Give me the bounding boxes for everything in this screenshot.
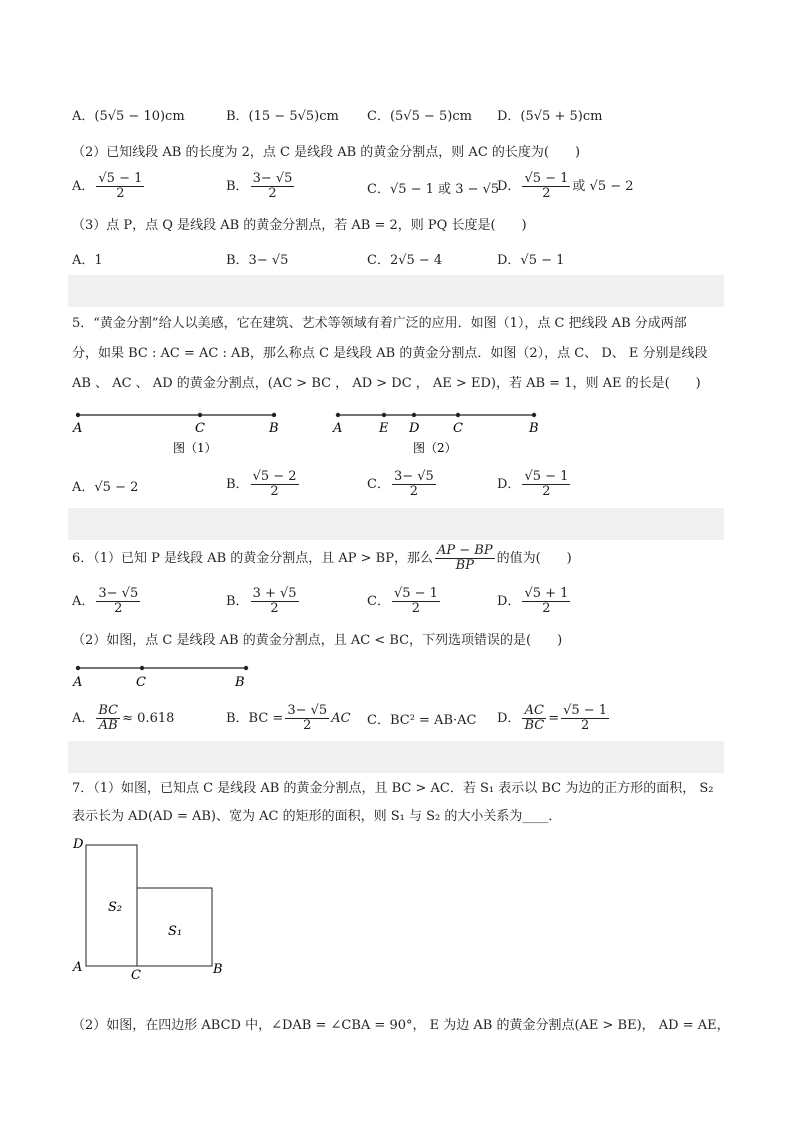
option-label: A． xyxy=(72,179,95,194)
numerator: √5 − 1 xyxy=(98,171,143,186)
numerator: 3− √5 xyxy=(98,586,139,601)
point-a xyxy=(76,666,80,670)
label-d: D xyxy=(409,421,420,436)
q5-stem-line-2: 分，如果 BC : AC = AC : AB，那么称点 C 是线段 AB 的黄金分割点．如图（2），点 C、 D、 E 分别是线段 xyxy=(72,346,708,361)
denominator: AB xyxy=(98,718,118,733)
option-tail: 或 √5 − 2 xyxy=(572,179,634,194)
answer-band xyxy=(68,275,724,307)
option-label: C． xyxy=(367,594,390,609)
q4-p2-option-b xyxy=(226,172,296,201)
fraction xyxy=(392,470,436,499)
label-a: A xyxy=(73,421,83,436)
q6-p2-option-a xyxy=(72,704,174,733)
q5-figures xyxy=(70,405,550,457)
fraction xyxy=(251,172,295,201)
stem-text: 6．（1）已知 P 是线段 AB 的黄金分割点，且 AP > BP，那么 xyxy=(72,551,433,566)
fraction xyxy=(96,704,120,733)
fraction xyxy=(392,587,440,616)
option-label: B． xyxy=(226,594,249,609)
label-b: B xyxy=(269,421,279,436)
fraction xyxy=(435,544,495,573)
option-tail: ≈ 0.618 xyxy=(122,711,175,726)
q4-p2-option-d xyxy=(497,172,634,201)
point-b xyxy=(272,413,276,417)
q4-p1-option-b: B．(15 − 5√5)cm xyxy=(226,109,339,124)
denominator: 2 xyxy=(114,601,123,616)
denominator: 2 xyxy=(270,601,279,616)
equals-sign: = xyxy=(548,711,560,726)
option-label: B． xyxy=(226,179,249,194)
fraction xyxy=(561,704,609,733)
label-c: C xyxy=(453,421,463,436)
q7-stem-line-2: 表示长为 AD(AD = AB)、宽为 AC 的矩形的面积，则 S₁ 与 S₂ 的大小关系为____． xyxy=(72,809,562,824)
q6-p2-stem: （2）如图，点 C 是线段 AB 的黄金分割点，且 AC < BC，下列选项错误的是( ) xyxy=(72,633,563,648)
q4-p1-option-c: C．(5√5 − 5)cm xyxy=(367,109,472,124)
numerator: AC xyxy=(522,704,546,719)
numerator: AP − BP xyxy=(437,543,493,558)
numerator: √5 − 1 xyxy=(524,171,569,186)
numerator: 3− √5 xyxy=(252,171,293,186)
label-s1: S₁ xyxy=(168,924,183,939)
label-c: C xyxy=(131,968,141,983)
q4-p3-option-a: A．1 xyxy=(72,253,103,268)
point-c xyxy=(198,413,202,417)
q6-p1-option-b xyxy=(226,587,301,616)
denominator: 2 xyxy=(303,718,312,733)
q5-stem-line-1: 5．“黄金分割”给人以美感，它在建筑、艺术等领域有着广泛的应用．如图（1），点 C 把线段 AB 分成两部 xyxy=(72,316,687,331)
answer-band xyxy=(68,508,724,540)
label-c: C xyxy=(136,675,146,690)
q6-p2-option-b xyxy=(226,704,351,733)
label-s2: S₂ xyxy=(108,900,123,915)
q5-option-a: A．√5 − 2 xyxy=(72,480,139,495)
answer-band xyxy=(68,741,724,773)
label-b: B xyxy=(235,675,245,690)
point-a xyxy=(76,413,80,417)
numerator: √5 − 1 xyxy=(393,586,438,601)
denominator: 2 xyxy=(409,484,419,499)
denominator: 2 xyxy=(542,601,551,616)
q4-p3-stem: （3）点 P，点 Q 是线段 AB 的黄金分割点，若 AB = 2，则 PQ 长度是( ) xyxy=(72,218,527,233)
option-tail: AC xyxy=(331,711,351,726)
q4-p1-option-d: D．(5√5 + 5)cm xyxy=(497,109,603,124)
fraction xyxy=(96,172,144,201)
q6-p1-stem xyxy=(72,544,572,573)
figure-caption: 图（2） xyxy=(413,441,457,455)
option-label: A． xyxy=(72,711,95,726)
point-b xyxy=(244,666,248,670)
option-label: A． xyxy=(72,594,95,609)
q7-p2-stem: （2）如图，在四边形 ABCD 中，∠DAB = ∠CBA = 90°， E 为边 AB 的黄金分割点(AE > BE)， AD = AE， xyxy=(72,1018,730,1033)
denominator: 2 xyxy=(116,186,125,201)
fraction xyxy=(522,470,570,499)
fraction xyxy=(96,587,140,616)
label-a: A xyxy=(73,675,83,690)
option-label: D． xyxy=(497,477,521,492)
label-a: A xyxy=(333,421,343,436)
numerator: √5 + 1 xyxy=(524,586,569,601)
option-label: D． xyxy=(497,711,521,726)
fraction xyxy=(522,587,570,616)
q6-figure xyxy=(70,660,260,692)
q4-p3-option-c: C．2√5 − 4 xyxy=(367,253,443,268)
q4-p2-option-c: C．√5 − 1 或 3 − √5 xyxy=(367,182,500,197)
option-label: B． xyxy=(226,477,249,492)
numerator: √5 − 1 xyxy=(524,469,569,484)
q5-stem-line-3: AB 、 AC 、 AD 的黄金分割点，(AC > BC ， AD > DC ， AE > ED)，若 AB = 1，则 AE 的长是( ) xyxy=(72,376,701,391)
label-c: C xyxy=(195,421,205,436)
denominator: BC xyxy=(524,718,545,733)
numerator: √5 − 1 xyxy=(563,703,608,718)
q5-figure-2 xyxy=(332,413,539,455)
stem-text: 的值为( ) xyxy=(496,551,572,566)
label-b: B xyxy=(529,421,539,436)
point-c xyxy=(140,666,144,670)
label-b: B xyxy=(213,962,223,977)
option-label: B．BC = xyxy=(226,711,284,726)
denominator: BP xyxy=(455,558,474,573)
label-e: E xyxy=(379,421,389,436)
numerator: 3− √5 xyxy=(287,703,328,718)
denominator: 2 xyxy=(270,484,279,499)
fraction xyxy=(285,704,329,733)
q4-p1-option-a: A．(5√5 − 10)cm xyxy=(72,109,185,124)
point-d xyxy=(412,413,416,417)
point-e xyxy=(382,413,386,417)
numerator: 3− √5 xyxy=(393,469,434,484)
denominator: 2 xyxy=(411,601,421,616)
q5-option-d xyxy=(497,470,572,499)
denominator: 2 xyxy=(542,186,551,201)
q6-p1-option-d xyxy=(497,587,572,616)
point-b xyxy=(532,413,536,417)
q5-option-b xyxy=(226,470,301,499)
q4-p3-option-d: D．√5 − 1 xyxy=(497,253,565,268)
q4-p2-option-a xyxy=(72,172,146,201)
q6-p1-option-c xyxy=(367,587,442,616)
figure-caption: 图（1） xyxy=(173,441,217,455)
numerator: √5 − 2 xyxy=(252,469,297,484)
numerator: 3 + √5 xyxy=(252,586,297,601)
fraction xyxy=(251,470,299,499)
label-a: A xyxy=(73,960,83,975)
q6-p1-option-a xyxy=(72,587,142,616)
fraction xyxy=(251,587,299,616)
q4-p3-option-b: B．3− √5 xyxy=(226,253,289,268)
q5-option-c xyxy=(367,470,438,499)
q4-p2-stem: （2）已知线段 AB 的长度为 2，点 C 是线段 AB 的黄金分割点，则 AC 的长度为( ) xyxy=(72,145,581,160)
q5-figure-1 xyxy=(72,413,279,455)
label-d: D xyxy=(73,837,84,852)
option-label: C． xyxy=(367,477,390,492)
denominator: 2 xyxy=(542,484,551,499)
denominator: 2 xyxy=(268,186,277,201)
numerator: BC xyxy=(98,703,119,718)
q7-figure xyxy=(68,835,238,983)
denominator: 2 xyxy=(580,718,590,733)
q6-p2-option-d xyxy=(497,704,611,733)
q7-stem-line-1: 7．（1）如图，已知点 C 是线段 AB 的黄金分割点，且 BC > AC．若 S₁ 表示以 BC 为边的正方形的面积， S₂ xyxy=(72,781,714,796)
point-c xyxy=(456,413,460,417)
point-a xyxy=(336,413,340,417)
option-label: D． xyxy=(497,594,521,609)
fraction xyxy=(522,704,546,733)
q6-p2-option-c: C．BC² = AB·AC xyxy=(367,713,477,728)
fraction xyxy=(522,172,570,201)
option-label: D． xyxy=(497,179,521,194)
